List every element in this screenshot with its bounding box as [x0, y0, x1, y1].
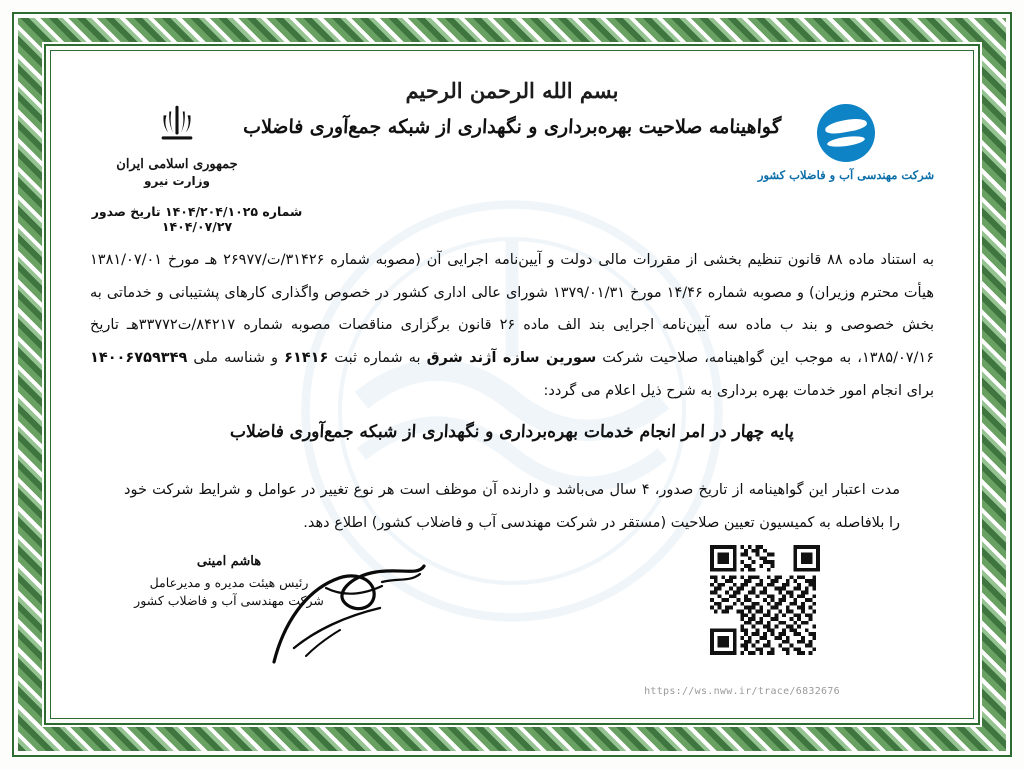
paragraph-part-1: به استناد ماده ۸۸ قانون تنظیم بخشی از مقررات مالی دولت و آیین‌نامه اجرایی آن (مصوبه شماره ۳۱۴۲۶/ت/۲۶۹۷۷ هـ مورخ ۱۳۸۱/۰۷/۰۱ هیأت محترم وزیران) و مصوبه شماره ۱۴/۴۶ مورخ ۱۳۷۹/۰۱/۳۱ شورای عالی اداری کشور در خصوص واگذاری کارهای پشتیبانی و خدماتی به بخش خصوصی و بند ب ماده سه آیین‌نامه اجرایی بند الف ماده ۲۶ قانون برگزاری مناقصات مصوبه شماره ۸۴۲۱۷/ت۳۳۷۷۲هـ تاریخ ۱۳۸۵/۰۷/۱۶، به موجب این گواهینامه، صلاحیت شرکت: [90, 252, 935, 366]
signature-block: [94, 554, 364, 608]
page-title: گواهینامه صلاحیت بهره‌برداری و نگهداری از شبکه جمع‌آوری فاضلاب: [242, 116, 782, 138]
certificate-body: [54, 54, 970, 715]
bismillah-text: بسم الله الرحمن الرحیم: [405, 78, 619, 103]
signatory-role-line-1: رئیس هیئت مدیره و مدیرعامل: [149, 575, 309, 590]
company-name: سورین سازه آژند شرق: [426, 349, 597, 366]
paragraph-part-4: برای انجام امور خدمات بهره برداری به شرح ذیل اعلام می گردد:: [543, 382, 934, 399]
nww-logo-caption: شرکت مهندسی آب و فاضلاب کشور: [757, 168, 935, 182]
iran-emblem-block: [82, 100, 272, 188]
tulip-emblem-icon: [154, 100, 200, 146]
document-number-date: شماره ۱۴۰۴/۲۰۴/۱۰۲۵ تاریخ صدور ۱۴۰۴/۰۷/۲۷: [91, 204, 303, 234]
nww-logo-block: [756, 104, 936, 182]
validity-paragraph: مدت اعتبار این گواهینامه از تاریخ صدور، ۴ سال می‌باشد و دارنده آن موظف است هر نوع تغییر در عوامل و شرایط شرکت خود را بلافاصله به کمیسیون تعیین صلاحیت (مستقر در شرکت مهندسی آب و فاضلاب کشور) اطلاع دهد.: [124, 482, 901, 531]
signatory-name: هاشم امینی: [196, 554, 262, 569]
iran-emblem-icon: [82, 100, 272, 153]
paragraph-part-3: و شناسه ملی: [187, 349, 285, 366]
country-name: جمهوری اسلامی ایران: [116, 157, 238, 172]
verification-url[interactable]: https://ws.nww.ir/trace/6832676: [644, 686, 840, 697]
rank-line: پایه چهار در امر انجام خدمات بهره‌برداری و نگهداری از شبکه جمع‌آوری فاضلاب: [229, 422, 795, 442]
paragraph-part-2: به شماره ثبت: [328, 349, 427, 366]
registration-number: ۶۱۴۱۶: [284, 349, 329, 366]
national-id: ۱۴۰۰۶۷۵۹۳۴۹: [90, 349, 188, 366]
ministry-name: وزارت نیرو: [144, 174, 210, 188]
main-paragraph: [90, 244, 934, 407]
signatory-role-line-2: شرکت مهندسی آب و فاضلاب کشور: [134, 593, 324, 608]
water-wave-icon: [817, 104, 875, 162]
qr-code[interactable]: [710, 545, 820, 655]
